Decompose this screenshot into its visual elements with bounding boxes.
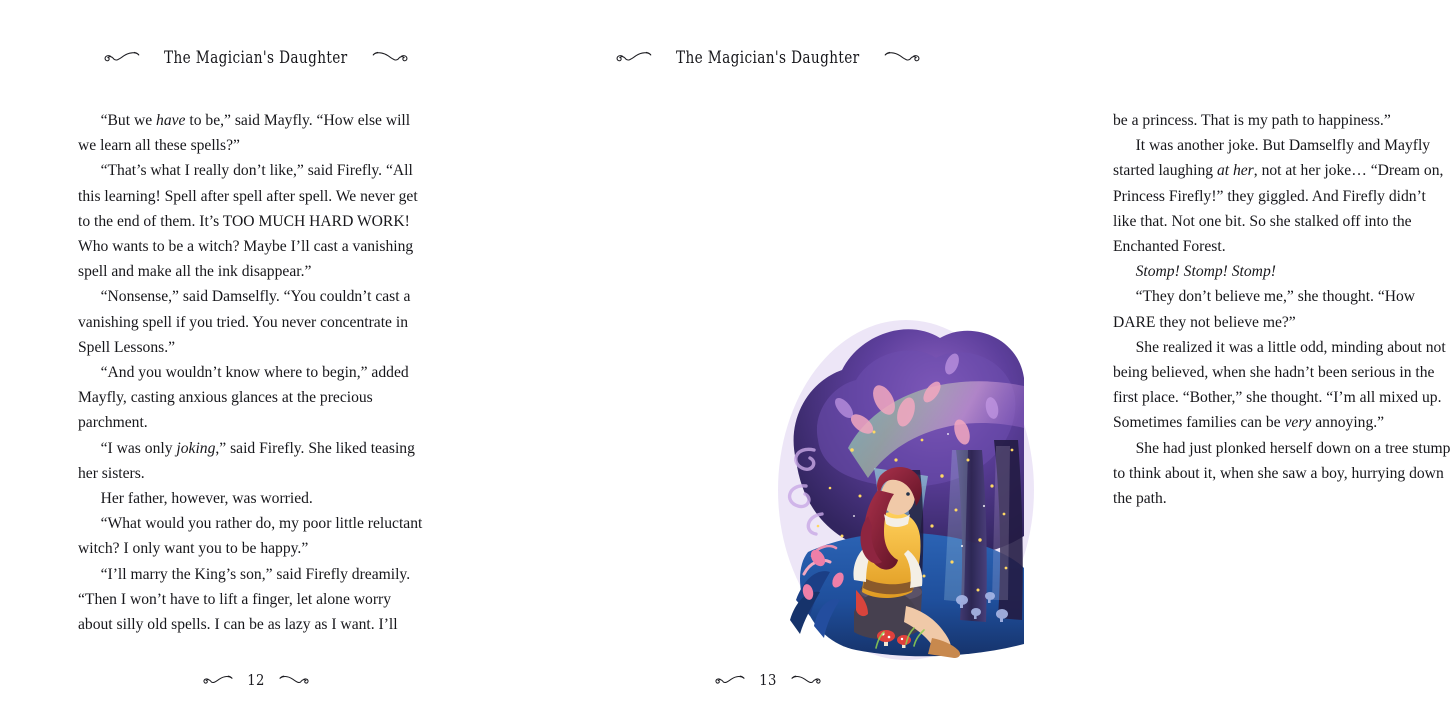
left-flourish-icon [104,50,140,64]
paragraph [78,360,426,436]
running-head-title: The Magician's Daughter [676,47,860,67]
body-text: ,” said Firefly. She liked teasing her sisters. [78,439,415,482]
right-page [512,0,1451,723]
body-text: “And you wouldn’t know where to begin,” added Mayfly, casting anxious glances at the precious parchment. [78,364,409,432]
emphasis-text: have [156,112,186,129]
left-page [0,0,512,723]
paragraph [78,436,426,486]
paragraph [78,511,426,561]
emphasis-text: at her [1216,162,1254,180]
paragraph [78,486,426,511]
body-text: “I was only [100,439,177,457]
running-head-left [0,42,512,72]
right-flourish-icon [884,50,920,64]
body-text: “That’s what I really don’t like,” said Firefly. “All this learning! Spell after spell after spell. We never get to the end of them. It’s TOO MUCH HARD WORK! Who wants to be a witch? Maybe I’ll cast a vanishing spell and make all the ink disappear.” [78,162,418,281]
running-head-right [512,42,1024,72]
folio-left-flourish-icon [715,674,745,686]
body-text: She realized it was a little odd, minding about not being believed, when she hadn’t been serious in the first place. “Bother,” she thought. “I’m all mixed up. Sometimes families can be [1113,338,1446,432]
body-text-right [1113,108,1451,511]
emphasis-text: joking [176,439,216,457]
body-text: to be,” said Mayfly. “How else will we learn all these spells?” [78,112,411,155]
body-text: It was another joke. But Damselfly and Mayfly started laughing [1113,137,1431,180]
page-number-left: 12 [247,671,265,689]
body-text: “But we [100,112,157,129]
paragraph [1113,284,1451,334]
folio-right [512,667,1024,693]
folio-right-flourish-icon [279,674,309,686]
chapter-illustration [756,300,1024,660]
body-text: be a princess. That is my path to happiness.” [1113,112,1391,129]
body-text: Her father, however, was worried. [100,490,313,508]
emphasis-text: very [1284,414,1312,432]
paragraph [1113,133,1451,259]
right-flourish-icon [372,50,408,64]
page-number-right: 13 [759,671,777,689]
paragraph [78,562,426,638]
folio-right-flourish-icon [791,674,821,686]
body-text: “What would you rather do, my poor little reluctant witch? I only want you to be happy.” [78,515,423,558]
body-text: “Nonsense,” said Damselfly. “You couldn’t cast a vanishing spell if you tried. You never concentrate in Spell Lessons.” [78,288,411,356]
body-text: “They don’t believe me,” she thought. “How DARE they not believe me?” [1113,288,1416,331]
body-text: , not at her joke… “Dream on, Princess Firefly!” they giggled. And Firefly didn’t like that. Not one bit. So she stalked off into the Enchanted Forest. [1113,162,1444,256]
body-text-left [78,108,426,637]
paragraph [78,284,426,360]
emphasis-text: Stomp! Stomp! Stomp! [1135,263,1276,281]
paragraph [78,158,426,284]
running-head-title: The Magician's Daughter [164,47,348,67]
folio-left-flourish-icon [203,674,233,686]
left-flourish-icon [616,50,652,64]
paragraph [1113,259,1451,284]
body-text: “I’ll marry the King’s son,” said Firefly dreamily. “Then I won’t have to lift a finger, let alone worry about silly old spells. I can be as lazy as I want. I’ll [78,565,411,634]
body-text: annoying.” [1311,414,1385,432]
body-text: She had just plonked herself down on a tree stump to think about it, when she saw a boy, hurrying down the path. [1113,439,1451,508]
paragraph [1113,108,1451,133]
folio-left [0,667,512,693]
paragraph [78,108,426,158]
